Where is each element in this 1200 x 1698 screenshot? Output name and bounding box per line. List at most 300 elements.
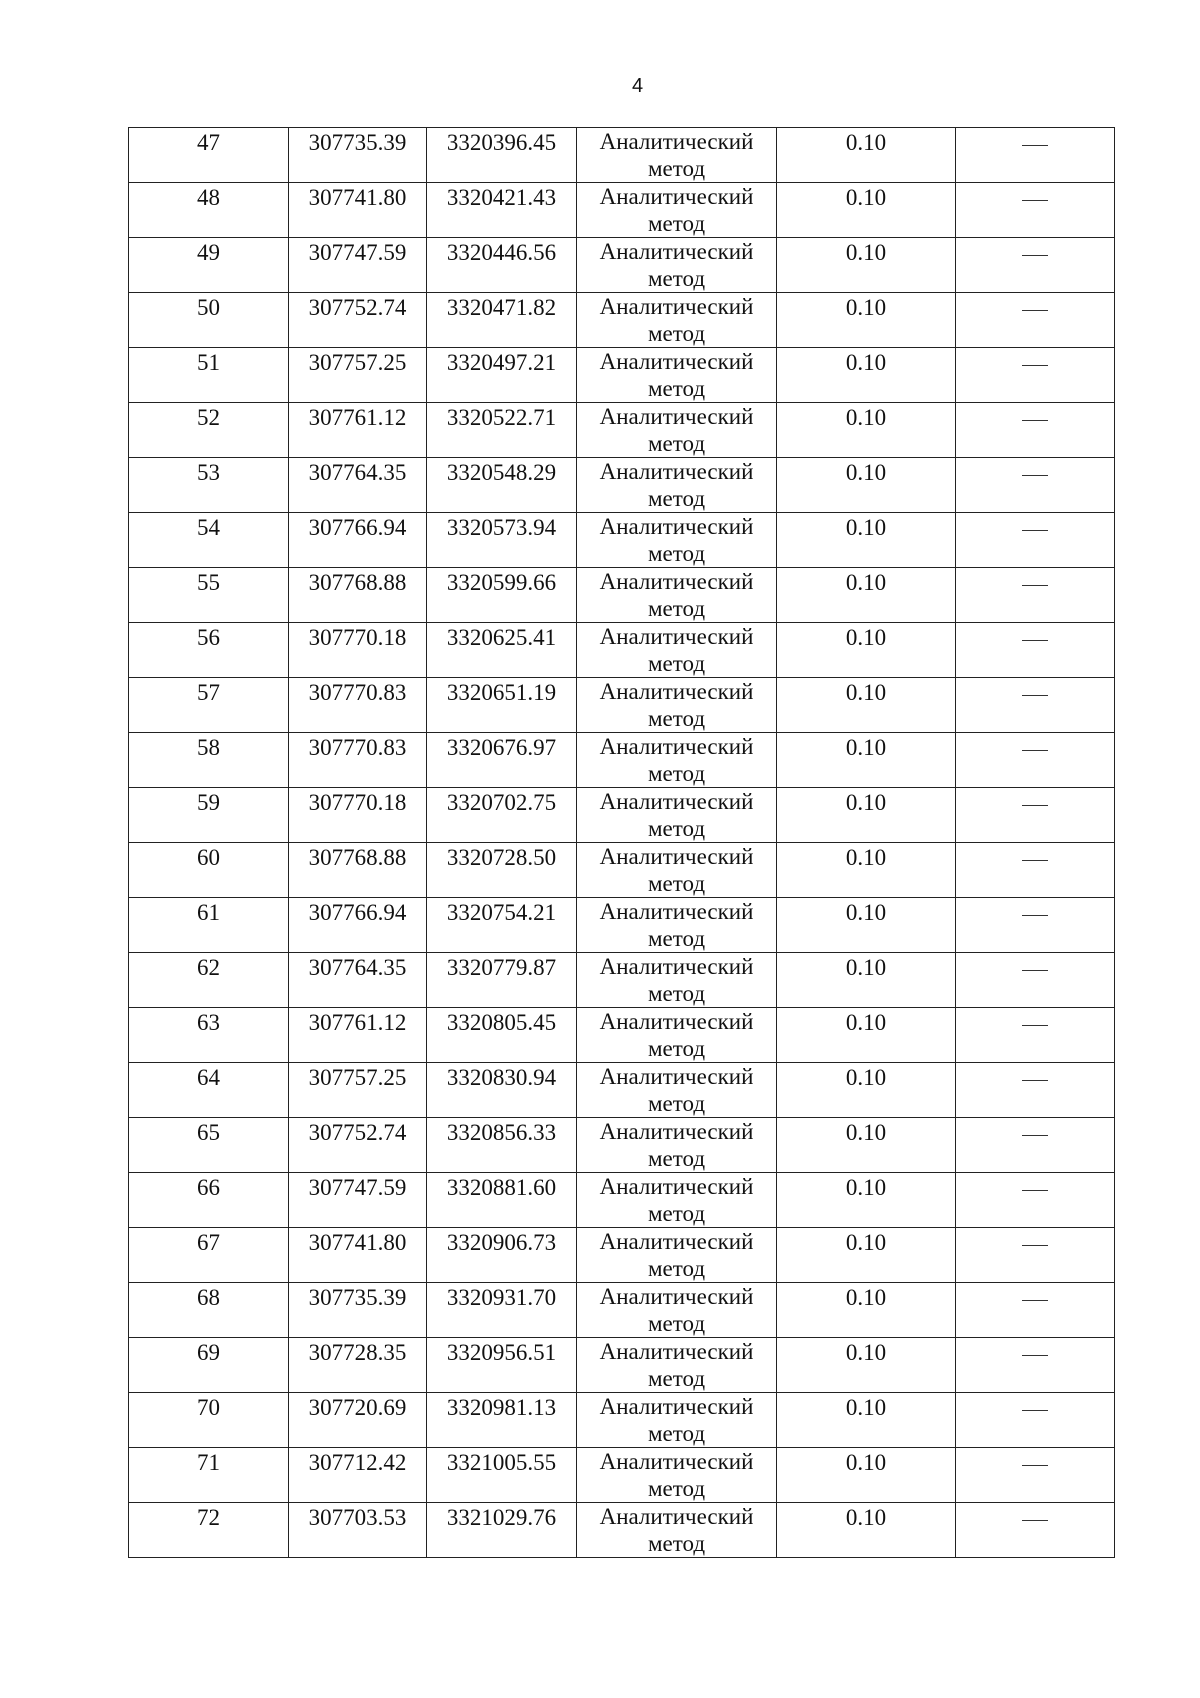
accuracy-cell — [777, 1063, 956, 1118]
accuracy-cell — [777, 128, 956, 183]
note-cell — [956, 788, 1115, 843]
table-row — [129, 1283, 1115, 1338]
x-coordinate-cell-text: 307752.74 — [308, 1120, 407, 1145]
y-coordinate-cell — [427, 513, 577, 568]
accuracy-cell-text: 0.10 — [845, 625, 887, 650]
point-number-cell — [129, 568, 289, 623]
method-cell — [577, 568, 777, 623]
point-number-cell-text: 57 — [197, 680, 220, 705]
point-number-cell-text: 68 — [197, 1285, 220, 1310]
point-number-cell-text: 59 — [197, 790, 220, 815]
dash-icon — [1022, 200, 1048, 201]
table-row — [129, 348, 1115, 403]
method-line: метод — [647, 1091, 706, 1116]
point-number-cell — [129, 788, 289, 843]
y-coordinate-cell-text: 3320931.70 — [446, 1285, 557, 1310]
method-line: метод — [647, 486, 706, 511]
method-line: Аналитический — [599, 1504, 754, 1529]
point-number-cell — [129, 678, 289, 733]
accuracy-cell-text: 0.10 — [845, 1505, 887, 1530]
accuracy-cell-text: 0.10 — [845, 460, 887, 485]
method-line: метод — [647, 926, 706, 951]
x-coordinate-cell-text: 307770.18 — [308, 790, 407, 815]
x-coordinate-cell-text: 307741.80 — [308, 1230, 407, 1255]
x-coordinate-cell — [289, 458, 427, 513]
note-dash — [956, 1008, 1114, 1037]
accuracy-cell — [777, 293, 956, 348]
method-cell — [577, 348, 777, 403]
y-coordinate-cell — [427, 1283, 577, 1338]
method-line: метод — [647, 1146, 706, 1171]
dash-icon — [1022, 1025, 1048, 1026]
note-cell — [956, 403, 1115, 458]
dash-icon — [1022, 750, 1048, 751]
point-number-cell-text: 61 — [197, 900, 220, 925]
dash-icon — [1022, 860, 1048, 861]
x-coordinate-cell — [289, 1448, 427, 1503]
note-cell — [956, 623, 1115, 678]
point-number-cell-text: 50 — [197, 295, 220, 320]
dash-icon — [1022, 695, 1048, 696]
method-cell — [577, 183, 777, 238]
method-cell — [577, 458, 777, 513]
table-row — [129, 898, 1115, 953]
y-coordinate-cell-text: 3320805.45 — [446, 1010, 557, 1035]
y-coordinate-cell-text: 3320830.94 — [446, 1065, 557, 1090]
point-number-cell-text: 60 — [197, 845, 220, 870]
x-coordinate-cell-text: 307703.53 — [308, 1505, 407, 1530]
note-dash — [956, 1338, 1114, 1367]
y-coordinate-cell — [427, 1228, 577, 1283]
table-row — [129, 458, 1115, 513]
method-line: метод — [647, 541, 706, 566]
method-cell — [577, 293, 777, 348]
y-coordinate-cell — [427, 678, 577, 733]
y-coordinate-cell — [427, 1448, 577, 1503]
y-coordinate-cell — [427, 183, 577, 238]
dash-icon — [1022, 1300, 1048, 1301]
point-number-cell — [129, 898, 289, 953]
method-cell — [577, 1228, 777, 1283]
note-cell — [956, 1118, 1115, 1173]
dash-icon — [1022, 1465, 1048, 1466]
dash-icon — [1022, 475, 1048, 476]
method-line: Аналитический — [599, 129, 754, 154]
x-coordinate-cell — [289, 623, 427, 678]
x-coordinate-cell-text: 307766.94 — [308, 515, 407, 540]
x-coordinate-cell — [289, 1173, 427, 1228]
method-line: Аналитический — [599, 1009, 754, 1034]
note-dash — [956, 733, 1114, 762]
x-coordinate-cell-text: 307757.25 — [308, 350, 407, 375]
dash-icon — [1022, 1355, 1048, 1356]
point-number-cell-text: 47 — [197, 130, 220, 155]
method-line: Аналитический — [599, 1394, 754, 1419]
accuracy-cell-text: 0.10 — [845, 515, 887, 540]
accuracy-cell-text: 0.10 — [845, 1285, 887, 1310]
note-cell — [956, 568, 1115, 623]
table-row — [129, 1118, 1115, 1173]
point-number-cell-text: 63 — [197, 1010, 220, 1035]
point-number-cell — [129, 128, 289, 183]
x-coordinate-cell-text: 307764.35 — [308, 955, 407, 980]
accuracy-cell-text: 0.10 — [845, 680, 887, 705]
note-dash — [956, 348, 1114, 377]
x-coordinate-cell — [289, 1338, 427, 1393]
table-row — [129, 1393, 1115, 1448]
method-cell — [577, 623, 777, 678]
x-coordinate-cell — [289, 678, 427, 733]
note-dash — [956, 623, 1114, 652]
table-row — [129, 1228, 1115, 1283]
table-row — [129, 128, 1115, 183]
x-coordinate-cell-text: 307728.35 — [308, 1340, 407, 1365]
x-coordinate-cell — [289, 513, 427, 568]
y-coordinate-cell-text: 3320651.19 — [446, 680, 557, 705]
y-coordinate-cell-text: 3320728.50 — [446, 845, 557, 870]
method-cell — [577, 1338, 777, 1393]
method-cell — [577, 1393, 777, 1448]
method-cell — [577, 1008, 777, 1063]
dash-icon — [1022, 1135, 1048, 1136]
y-coordinate-cell — [427, 458, 577, 513]
method-line: метод — [647, 706, 706, 731]
y-coordinate-cell — [427, 1063, 577, 1118]
y-coordinate-cell — [427, 898, 577, 953]
note-dash — [956, 183, 1114, 212]
accuracy-cell — [777, 513, 956, 568]
dash-icon — [1022, 1245, 1048, 1246]
method-line: метод — [647, 651, 706, 676]
note-cell — [956, 898, 1115, 953]
point-number-cell — [129, 1448, 289, 1503]
dash-icon — [1022, 310, 1048, 311]
method-cell — [577, 403, 777, 458]
note-cell — [956, 678, 1115, 733]
note-cell — [956, 1338, 1115, 1393]
x-coordinate-cell — [289, 843, 427, 898]
accuracy-cell — [777, 1228, 956, 1283]
y-coordinate-cell-text: 3320497.21 — [446, 350, 557, 375]
table-row — [129, 623, 1115, 678]
note-cell — [956, 1063, 1115, 1118]
accuracy-cell-text: 0.10 — [845, 405, 887, 430]
accuracy-cell — [777, 1393, 956, 1448]
table-row — [129, 1503, 1115, 1558]
y-coordinate-cell — [427, 1393, 577, 1448]
method-line: Аналитический — [599, 1284, 754, 1309]
y-coordinate-cell — [427, 843, 577, 898]
note-cell — [956, 843, 1115, 898]
note-cell — [956, 1173, 1115, 1228]
x-coordinate-cell-text: 307712.42 — [308, 1450, 407, 1475]
accuracy-cell — [777, 183, 956, 238]
method-line: метод — [647, 596, 706, 621]
accuracy-cell — [777, 1503, 956, 1558]
point-number-cell-text: 49 — [197, 240, 220, 265]
method-line: метод — [647, 1421, 706, 1446]
point-number-cell-text: 64 — [197, 1065, 220, 1090]
note-cell — [956, 1228, 1115, 1283]
y-coordinate-cell — [427, 1008, 577, 1063]
table-row — [129, 1448, 1115, 1503]
table-row — [129, 843, 1115, 898]
method-line: Аналитический — [599, 844, 754, 869]
dash-icon — [1022, 1190, 1048, 1191]
accuracy-cell-text: 0.10 — [845, 790, 887, 815]
x-coordinate-cell-text: 307735.39 — [308, 1285, 407, 1310]
method-cell — [577, 788, 777, 843]
accuracy-cell — [777, 348, 956, 403]
y-coordinate-cell-text: 3320702.75 — [446, 790, 557, 815]
point-number-cell — [129, 1008, 289, 1063]
method-line: метод — [647, 211, 706, 236]
table-row — [129, 513, 1115, 568]
point-number-cell — [129, 1173, 289, 1228]
accuracy-cell-text: 0.10 — [845, 185, 887, 210]
x-coordinate-cell-text: 307766.94 — [308, 900, 407, 925]
coordinates-table — [128, 127, 1115, 1558]
point-number-cell — [129, 403, 289, 458]
y-coordinate-cell-text: 3320881.60 — [446, 1175, 557, 1200]
x-coordinate-cell — [289, 183, 427, 238]
dash-icon — [1022, 255, 1048, 256]
note-dash — [956, 1118, 1114, 1147]
x-coordinate-cell — [289, 953, 427, 1008]
x-coordinate-cell — [289, 568, 427, 623]
y-coordinate-cell — [427, 1173, 577, 1228]
dash-icon — [1022, 1520, 1048, 1521]
point-number-cell-text: 66 — [197, 1175, 220, 1200]
y-coordinate-cell — [427, 1118, 577, 1173]
method-cell — [577, 1283, 777, 1338]
method-line: метод — [647, 376, 706, 401]
accuracy-cell-text: 0.10 — [845, 1175, 887, 1200]
y-coordinate-cell — [427, 238, 577, 293]
method-cell — [577, 843, 777, 898]
y-coordinate-cell-text: 3320446.56 — [446, 240, 557, 265]
note-dash — [956, 1283, 1114, 1312]
point-number-cell-text: 58 — [197, 735, 220, 760]
point-number-cell-text: 65 — [197, 1120, 220, 1145]
method-line: метод — [647, 321, 706, 346]
dash-icon — [1022, 420, 1048, 421]
method-cell — [577, 678, 777, 733]
method-line: Аналитический — [599, 459, 754, 484]
table-row — [129, 238, 1115, 293]
table-row — [129, 678, 1115, 733]
accuracy-cell — [777, 1448, 956, 1503]
method-line: Аналитический — [599, 954, 754, 979]
method-line: Аналитический — [599, 404, 754, 429]
method-line: Аналитический — [599, 514, 754, 539]
x-coordinate-cell-text: 307764.35 — [308, 460, 407, 485]
method-line: метод — [647, 1036, 706, 1061]
y-coordinate-cell-text: 3320522.71 — [446, 405, 557, 430]
x-coordinate-cell — [289, 403, 427, 458]
dash-icon — [1022, 640, 1048, 641]
y-coordinate-cell-text: 3320548.29 — [446, 460, 557, 485]
point-number-cell-text: 51 — [197, 350, 220, 375]
point-number-cell — [129, 513, 289, 568]
table-row — [129, 733, 1115, 788]
x-coordinate-cell — [289, 238, 427, 293]
accuracy-cell-text: 0.10 — [845, 1065, 887, 1090]
accuracy-cell — [777, 458, 956, 513]
y-coordinate-cell-text: 3320396.45 — [446, 130, 557, 155]
y-coordinate-cell — [427, 788, 577, 843]
method-line: Аналитический — [599, 294, 754, 319]
note-dash — [956, 1393, 1114, 1422]
y-coordinate-cell — [427, 568, 577, 623]
method-line: метод — [647, 1256, 706, 1281]
accuracy-cell — [777, 238, 956, 293]
method-line: Аналитический — [599, 1229, 754, 1254]
method-line: Аналитический — [599, 789, 754, 814]
note-cell — [956, 733, 1115, 788]
accuracy-cell-text: 0.10 — [845, 240, 887, 265]
accuracy-cell-text: 0.10 — [845, 130, 887, 155]
table-body — [129, 128, 1115, 1558]
accuracy-cell-text: 0.10 — [845, 1010, 887, 1035]
note-dash — [956, 293, 1114, 322]
note-dash — [956, 238, 1114, 267]
dash-icon — [1022, 1080, 1048, 1081]
y-coordinate-cell — [427, 953, 577, 1008]
y-coordinate-cell-text: 3320754.21 — [446, 900, 557, 925]
y-coordinate-cell-text: 3320981.13 — [446, 1395, 557, 1420]
accuracy-cell — [777, 733, 956, 788]
accuracy-cell-text: 0.10 — [845, 1120, 887, 1145]
x-coordinate-cell-text: 307747.59 — [308, 1175, 407, 1200]
note-dash — [956, 128, 1114, 157]
note-dash — [956, 843, 1114, 872]
note-dash — [956, 1448, 1114, 1477]
method-line: Аналитический — [599, 1064, 754, 1089]
y-coordinate-cell-text: 3320956.51 — [446, 1340, 557, 1365]
dash-icon — [1022, 1410, 1048, 1411]
method-line: метод — [647, 871, 706, 896]
method-line: Аналитический — [599, 349, 754, 374]
point-number-cell — [129, 183, 289, 238]
note-cell — [956, 1393, 1115, 1448]
point-number-cell — [129, 238, 289, 293]
x-coordinate-cell-text: 307761.12 — [308, 405, 407, 430]
x-coordinate-cell-text: 307770.83 — [308, 735, 407, 760]
note-dash — [956, 898, 1114, 927]
accuracy-cell-text: 0.10 — [845, 735, 887, 760]
note-cell — [956, 953, 1115, 1008]
point-number-cell — [129, 733, 289, 788]
note-cell — [956, 513, 1115, 568]
dash-icon — [1022, 970, 1048, 971]
table-row — [129, 183, 1115, 238]
accuracy-cell-text: 0.10 — [845, 1230, 887, 1255]
note-cell — [956, 293, 1115, 348]
table-row — [129, 1173, 1115, 1228]
method-line: метод — [647, 761, 706, 786]
point-number-cell-text: 70 — [197, 1395, 220, 1420]
y-coordinate-cell — [427, 348, 577, 403]
method-line: метод — [647, 816, 706, 841]
point-number-cell-text: 69 — [197, 1340, 220, 1365]
method-cell — [577, 513, 777, 568]
note-dash — [956, 788, 1114, 817]
y-coordinate-cell-text: 3320471.82 — [446, 295, 557, 320]
point-number-cell — [129, 458, 289, 513]
x-coordinate-cell-text: 307752.74 — [308, 295, 407, 320]
x-coordinate-cell — [289, 1283, 427, 1338]
dash-icon — [1022, 365, 1048, 366]
accuracy-cell-text: 0.10 — [845, 845, 887, 870]
method-line: метод — [647, 1476, 706, 1501]
method-cell — [577, 1448, 777, 1503]
note-dash — [956, 1503, 1114, 1532]
note-dash — [956, 513, 1114, 542]
y-coordinate-cell — [427, 1338, 577, 1393]
table-row — [129, 953, 1115, 1008]
point-number-cell-text: 71 — [197, 1450, 220, 1475]
point-number-cell — [129, 953, 289, 1008]
dash-icon — [1022, 805, 1048, 806]
y-coordinate-cell-text: 3320676.97 — [446, 735, 557, 760]
y-coordinate-cell-text: 3320599.66 — [446, 570, 557, 595]
y-coordinate-cell — [427, 403, 577, 458]
accuracy-cell-text: 0.10 — [845, 570, 887, 595]
table-row — [129, 1063, 1115, 1118]
note-dash — [956, 1063, 1114, 1092]
y-coordinate-cell — [427, 733, 577, 788]
note-dash — [956, 953, 1114, 982]
table-row — [129, 293, 1115, 348]
point-number-cell — [129, 843, 289, 898]
accuracy-cell-text: 0.10 — [845, 1450, 887, 1475]
note-dash — [956, 1228, 1114, 1257]
y-coordinate-cell-text: 3320625.41 — [446, 625, 557, 650]
x-coordinate-cell-text: 307761.12 — [308, 1010, 407, 1035]
table-row — [129, 788, 1115, 843]
x-coordinate-cell — [289, 1503, 427, 1558]
method-line: метод — [647, 1201, 706, 1226]
accuracy-cell-text: 0.10 — [845, 350, 887, 375]
x-coordinate-cell — [289, 1228, 427, 1283]
y-coordinate-cell-text: 3321005.55 — [446, 1450, 557, 1475]
accuracy-cell — [777, 1118, 956, 1173]
note-cell — [956, 1448, 1115, 1503]
method-line: Аналитический — [599, 569, 754, 594]
table-row — [129, 403, 1115, 458]
x-coordinate-cell — [289, 348, 427, 403]
table-row — [129, 1008, 1115, 1063]
note-cell — [956, 128, 1115, 183]
accuracy-cell — [777, 1283, 956, 1338]
note-cell — [956, 1008, 1115, 1063]
y-coordinate-cell-text: 3320906.73 — [446, 1230, 557, 1255]
accuracy-cell-text: 0.10 — [845, 955, 887, 980]
point-number-cell — [129, 1393, 289, 1448]
x-coordinate-cell-text: 307768.88 — [308, 845, 407, 870]
accuracy-cell — [777, 843, 956, 898]
point-number-cell — [129, 1228, 289, 1283]
method-line: метод — [647, 981, 706, 1006]
note-cell — [956, 348, 1115, 403]
method-cell — [577, 238, 777, 293]
dash-icon — [1022, 915, 1048, 916]
method-line: Аналитический — [599, 624, 754, 649]
method-line: Аналитический — [599, 1449, 754, 1474]
y-coordinate-cell — [427, 293, 577, 348]
y-coordinate-cell-text: 3321029.76 — [446, 1505, 557, 1530]
